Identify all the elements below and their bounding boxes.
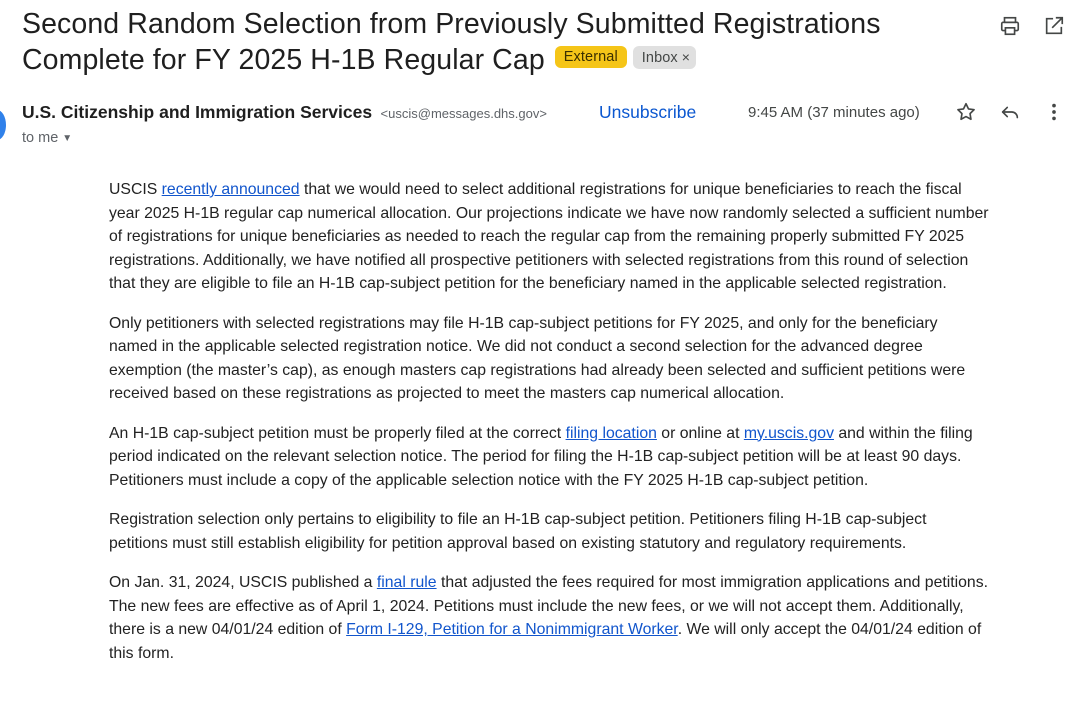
inbox-label-chip[interactable] bbox=[633, 46, 696, 69]
recently-announced-link[interactable]: recently announced bbox=[161, 181, 300, 198]
message-actions bbox=[954, 100, 1066, 124]
more-vert-icon[interactable] bbox=[1042, 100, 1066, 124]
my-uscis-link[interactable]: my.uscis.gov bbox=[743, 424, 834, 442]
final-rule-link[interactable]: final rule bbox=[376, 574, 437, 591]
body-text: that adjusted the fees required for most immigration applications and petitions. The new fees are effective as of April 1, 2024. Petitions must include the new fees, or we will not accept them. Additionally, there is a new 04/01/24 edition of bbox=[109, 574, 989, 638]
body-paragraph: Only petitioners with selected registrations may file H-1B cap-subject petitions for FY 2025, and only for the beneficiary named in the applicable selected registration notice. We did not conduct a second selection for the advanced degree exemption (the master’s cap), as enough masters cap registrations had already been selected and sufficient petitions were received based on these registrations as projected to meet the masters cap numerical allocation. bbox=[109, 314, 966, 402]
email-subject bbox=[22, 6, 982, 78]
body-text: USCIS bbox=[109, 181, 162, 198]
unsubscribe-link[interactable]: Unsubscribe bbox=[599, 102, 697, 122]
email-body bbox=[109, 178, 989, 681]
recipient-details-toggle[interactable] bbox=[22, 130, 72, 146]
filing-location-link[interactable]: filing location bbox=[565, 424, 657, 442]
email-timestamp: 9:45 AM (37 minutes ago) bbox=[748, 104, 920, 121]
body-text: On Jan. 31, 2024, USCIS published a bbox=[109, 574, 377, 591]
body-text: An H-1B cap-subject petition must be properly filed at the correct bbox=[109, 424, 566, 442]
left-edge-accent bbox=[0, 110, 6, 140]
sender-name[interactable]: U.S. Citizenship and Immigration Services bbox=[22, 102, 373, 122]
reply-icon[interactable] bbox=[998, 100, 1022, 124]
body-paragraph: Registration selection only pertains to eligibility to file an H-1B cap-subject petition. Petitioners filing H-1B cap-subject petitions must still establish eligibility for petition approval based on existing statutory and regulatory requirements. bbox=[109, 511, 927, 552]
print-icon[interactable] bbox=[998, 14, 1022, 38]
body-paragraph bbox=[109, 178, 989, 296]
sender-email: <uscis@messages.dhs.gov> bbox=[380, 106, 547, 121]
open-in-new-icon[interactable] bbox=[1042, 14, 1066, 38]
star-icon[interactable] bbox=[954, 100, 978, 124]
remove-label-icon[interactable]: × bbox=[681, 48, 691, 65]
form-i129-link[interactable]: Form I-129, Petition for a Nonimmigrant Worker bbox=[346, 621, 678, 638]
external-label-chip: External bbox=[555, 46, 627, 68]
recipient-text: to me bbox=[22, 130, 59, 146]
inbox-label-text: Inbox bbox=[641, 49, 678, 66]
sender-row bbox=[22, 102, 1066, 128]
chevron-down-icon: ▼ bbox=[62, 133, 73, 144]
body-text: that we would need to select additional registrations for unique beneficiaries to reach the fiscal year 2025 H-1B regular cap numerical allocation. Our projections indicate we have now randomly selected a sufficient number of registrations for unique beneficiaries as needed to reach the regular cap from the remaining properly submitted FY 2025 registrations. Additionally, we have notified all prospective petitioners with selected registrations from this round of selection that they are eligible to file an H-1B cap-subject petition for the beneficiary named in the applicable selected registration. bbox=[109, 181, 989, 292]
body-text: and within the filing period indicated on the relevant selection notice. The period for filing the H-1B cap-subject petition will be at least 90 days. Petitioners must include a copy of the applicable selection notice with the FY 2025 H-1B cap-subject petition. bbox=[109, 424, 973, 489]
body-text: . We will only accept the 04/01/24 edition of this form. bbox=[109, 621, 982, 662]
body-text: or online at bbox=[656, 424, 744, 442]
thread-actions bbox=[998, 14, 1066, 38]
body-paragraph bbox=[109, 571, 989, 665]
body-paragraph bbox=[109, 422, 989, 493]
subject-text: Second Random Selection from Previously Submitted Registrations Complete for FY 2025 H-1B Regular Cap bbox=[22, 8, 881, 76]
